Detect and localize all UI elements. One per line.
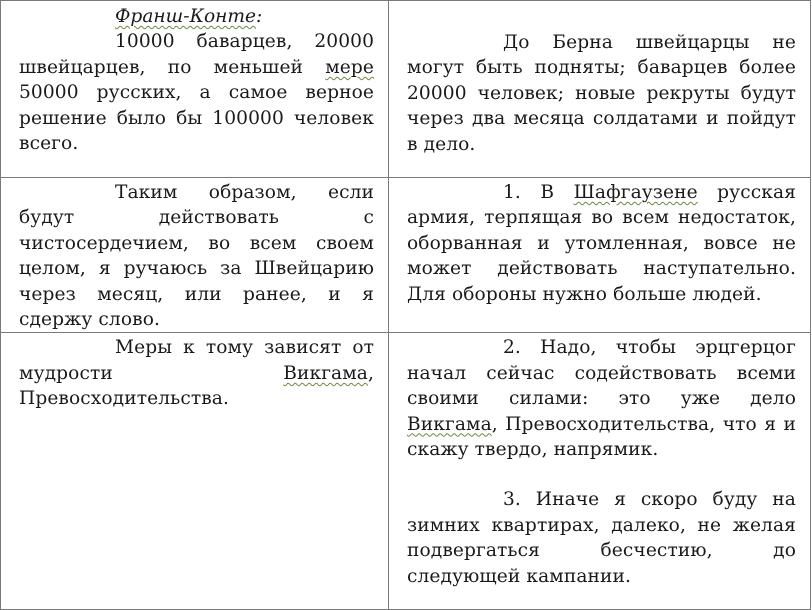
cell-row1-left [1, 1, 389, 178]
text-run: 1. В [503, 182, 574, 203]
paragraph: До Берна швейцарцы не могут быть подняты; баварцев более 20000 человек; новые рекруты будут через два месяца солдатами и пойдут в дело. [407, 32, 796, 155]
paragraph [19, 29, 374, 156]
text-run: Меры к тому зависят от мудрости [19, 337, 374, 384]
cell-heading [19, 4, 374, 29]
paragraph [407, 335, 796, 462]
text-run: 10000 баварцев, 20000 швейцарцев, по меньшей [19, 31, 374, 78]
cell-row3-right [389, 333, 811, 610]
marked-word: Викгама [283, 362, 368, 384]
marked-word: Шафгаузене [573, 182, 698, 203]
marked-word: мере [325, 56, 374, 78]
marked-word: Викгама [407, 413, 492, 435]
text-run: русская армия, терпящая во всем недостаток, оборванная и утомленная, вовсе не может действовать наступательно. Для обороны нужно больше людей. [407, 182, 796, 305]
text-run: 50000 русских, а самое верное решение было бы 100000 человек всего. [19, 82, 374, 155]
paragraph [19, 335, 374, 411]
text-run: , Превосходительства. [19, 362, 374, 410]
paragraph [407, 180, 796, 307]
text-run: , Превосходительства, что я и скажу твердо, напрямик. [407, 413, 796, 461]
cell-row1-right [389, 1, 811, 178]
text-run: 2. Надо, чтобы эрцгерцог начал сейчас содействовать всеми своими силами: это уже дело [407, 337, 796, 410]
paragraph: Таким образом, если будут действовать с чистосердечием, во всем своем целом, я ручаюсь за Швейцарию через месяц, или ранее, и я сдержу слово. [19, 182, 374, 331]
paragraph: 3. Иначе я скоро буду на зимних квартирах, далеко, не желая подвергаться бесчестию, до следующей кампании. [407, 489, 796, 587]
table-row [1, 1, 811, 178]
cell-row3-left [1, 333, 389, 610]
heading-text: Франш-Конте [115, 6, 257, 27]
cell-row2-left [1, 178, 389, 333]
table-row [1, 333, 811, 610]
table-row [1, 178, 811, 333]
heading-colon: : [256, 6, 263, 27]
cell-row2-right [389, 178, 811, 333]
